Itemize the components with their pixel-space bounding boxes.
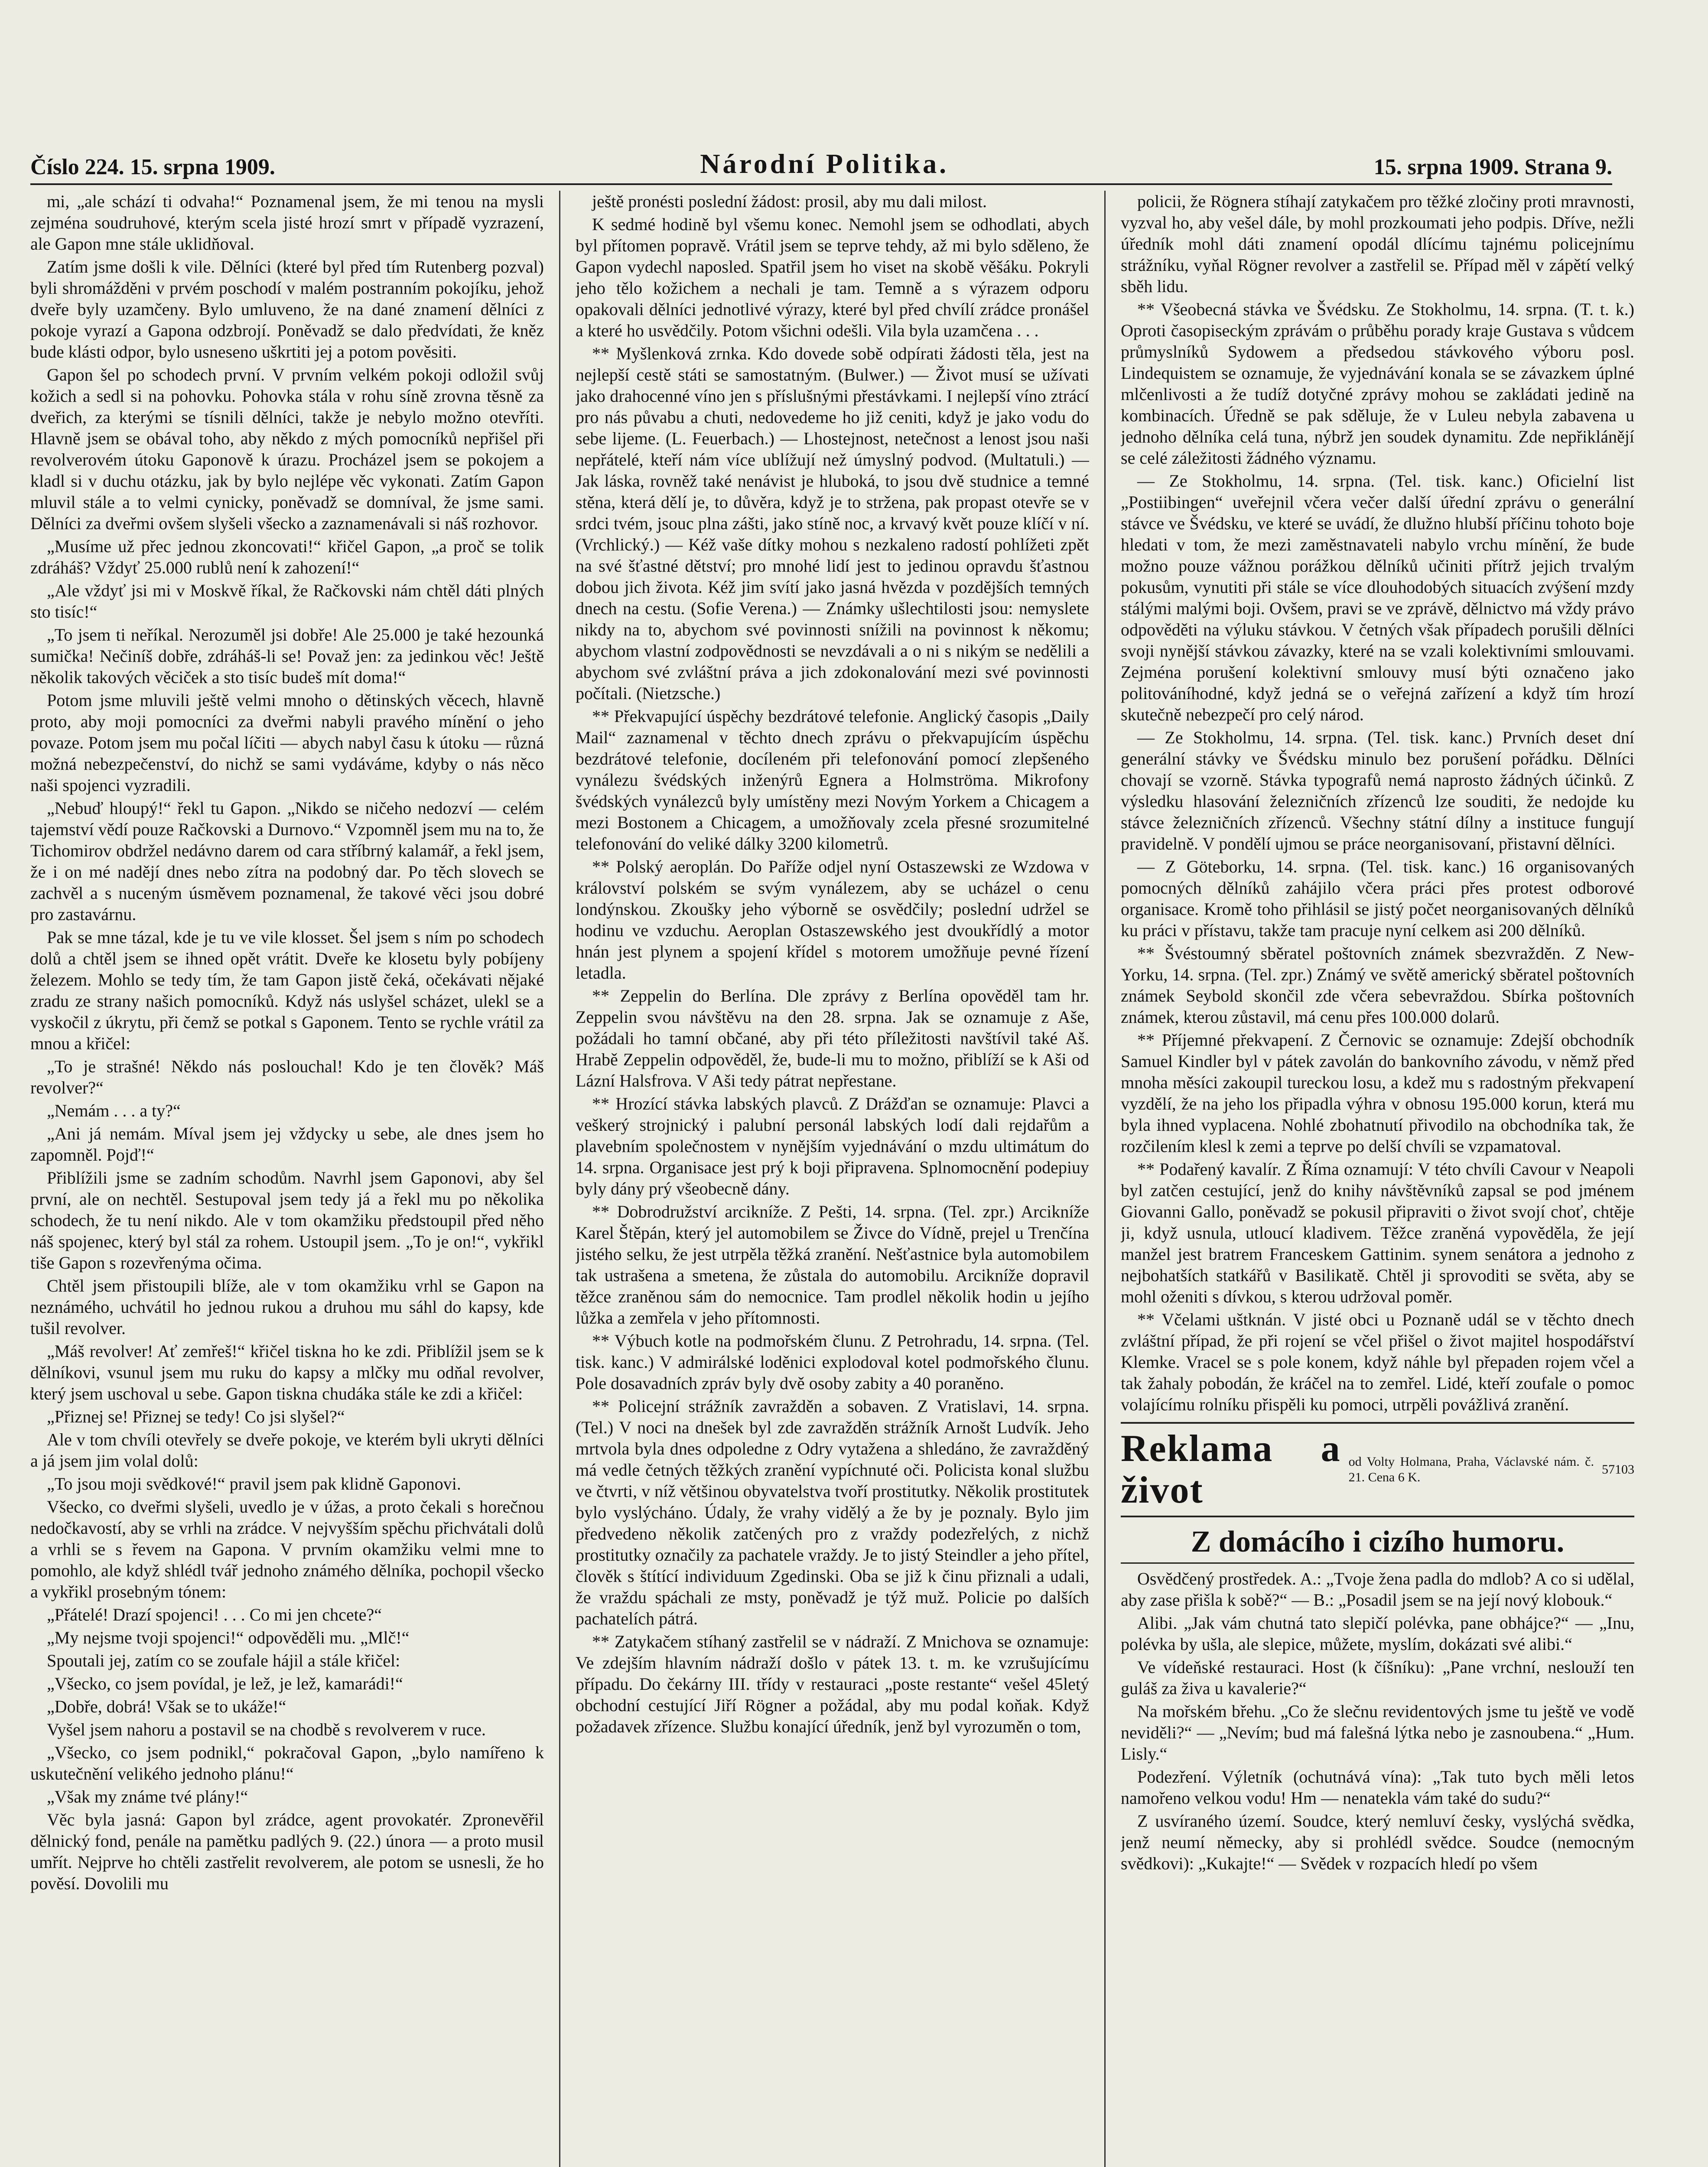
humor-item: Podezření. Výletník (ochutnává vína): „Tak tuto bych měli letos namořeno velkou vodu! Hm — nenatekla vám také do sudu?“ [1121,1767,1634,1808]
paragraph: „Všecko, co jsem povídal, je lež, je lež, kamarádi!“ [47,1674,403,1693]
paragraph: Vyšel jsem nahoru a postavil se na chodbě s revolverem v ruce. [47,1720,486,1739]
paragraph: Spoutali jej, zatím co se zoufale hájil a stále křičel: [47,1651,400,1670]
paragraph: — Ze Stokholmu, 14. srpna. (Tel. tisk. kanc.) Prvních deset dní generální stávky ve Švédsku minulo bez porušení pořádku. Dělníci chovají se vzorně. Stávka typografů nemá naprosto žádných účinků. Z výsledku hlasování železničních zřízenců lze souditi, že nedojde ku stávce železničních zřízenců. Všechny státní dílny a instituce fungují pravidelně. V pondělí ujmou se práce neorganisovaní, přistavní dělníci. [1121,728,1634,853]
ad-text: od Volty Holmana, Praha, Václavské nám. č. 21. Cena 6 K. [1348,1454,1594,1484]
humor-item: Alibi. „Jak vám chutná tato slepičí polévka, pane obhájce?“ — „Inu, polévka by ušla, ale slepice, můžete, myslím, dokázati své alibi.“ [1121,1613,1634,1654]
humor-item: Z usvíraného území. Soudce, který nemluví česky, vyslýchá svědka, jenž neumí německy, aby si prohlédl svědce. Soudce (nemocným svědkovi): „Kukajte!“ — Svědek v rozpacích hledí po všem [1121,1811,1634,1873]
paragraph: Ale v tom chvíli otevřely se dveře pokoje, ve kterém byli ukryti dělníci a já jsem jim volal dolů: [30,1430,544,1471]
paragraph: Chtěl jsem přistoupili blíže, ale v tom okamžiku vrhl se Gapon na neznámého, uchvátil ho jednou rukou a druhou mu sáhl do kapsy, kde tušil revolver. [30,1276,544,1338]
column-2 [576,191,1089,2167]
paragraph: ** Včelami uštknán. V jisté obci u Poznaně udál se v těchto dnech zvláštní případ, že při rojení se včel přišel o život majitel hospodářství Klemke. Vracel se s pole konem, když náhle byl přepaden rojem včel a tak žahaly pobodán, že kráčel na to zemřel. Lidé, kteří zoufale o pomoc volajícímu rolníku přispěli ku pomoci, utrpěli povážlivá zranění. [1121,1310,1634,1414]
humor-section-title: Z domácího i cizího humoru. [1121,1524,1634,1564]
paragraph: „Musíme už přec jednou zkoncovati!“ křičel Gapon, „a proč se tolik zdráháš? Vždyť 25.000 rublů není k zahození!“ [30,537,544,577]
issue-info: Číslo 224. 15. srpna 1909. [30,155,275,179]
paragraph: „Nebuď hloupý!“ řekl tu Gapon. „Nikdo se ničeho nedozví — celém tajemství vědí pouze Račkovski a Durnovo.“ Vzpomněl jsem mu na to, že Tichomirov obdržel nedávno darem od cara stříbrný kalamář, a řekl jsem, že i on mé nadějí dnes nebo zítra na podobný dar. Po těch slovech se zachvěl a s nuceným úsměvem poznamenal, že takové věci jsou dobré pro zastavárnu. [30,798,544,924]
ad-title: Reklama a život [1121,1428,1341,1511]
paragraph: policii, že Rögnera stíhají zatykačem pro těžké zločiny proti mravnosti, vyzval ho, aby vešel dále, by mohl prozkoumati jeho podpis. Dříve, nežli úředník mohl dáti znamení opodál dlícímu tajnému policejnímu strážníku, vyňal Rögner revolver a zastřelil se. Případ měl v zápětí velký sběh lidu. [1121,192,1634,296]
paragraph: ještě pronésti poslední žádost: prosil, aby mu dali milost. [592,192,987,211]
ad-number: 57103 [1602,1462,1634,1477]
paragraph: K sedmé hodině byl všemu konec. Nemohl jsem se odhodlati, abych byl přítomen popravě. Vrátil jsem se teprve tehdy, až mi bylo sděleno, že Gapon vydechl naposled. Spatřil jsem ho viset na skobě věšáku. Pokryli jeho tělo kožichem a nechali je tam. Temně a s výrazem odporu opakovali dělníci jednotlivé výrazy, které byl před chvílí zrádce pronášel a které ho usvědčily. Potom všichni odešli. Vila byla uzamčena . . . [576,215,1089,340]
paragraph: Přiblížili jsme se zadním schodům. Navrhl jsem Gaponovi, aby šel první, ale on nechtěl. Sestupoval jsem tedy já a řekl mu po několika schodech, že tu není nikdo. Ale v tom okamžiku předstoupil před něho náš spojenec, který byl stál za rohem. Ustoupil jsem. „To je on!“, vykřikl tiše Gapon s rozevřenýma očima. [30,1168,544,1272]
paragraph: „Přátelé! Drazí spojenci! . . . Co mi jen chcete?“ [47,1605,382,1624]
paragraph: ** Výbuch kotle na podmořském člunu. Z Petrohradu, 14. srpna. (Tel. tisk. kanc.) V admirálské loděnici explodoval kotel podmořského člunu. Pole dosavadních zpráv byly dvě osoby zabity a 40 poraněno. [576,1331,1089,1393]
humor-item: Ve vídeňské restauraci. Host (k číšníku): „Pane vrchní, neslouží ten guláš za živa u kavalerie?“ [1121,1657,1634,1698]
paragraph: Gapon šel po schodech první. V prvním velkém pokoji odložil svůj kožich a sedl si na pohovku. Pohovka stála v rohu síně zrovna těsně za dveřich, za kterými se tísnili dělníci, takže je nebylo možno otevříti. Hlavně jsem se obával toho, aby někdo z mých pomocníků nepřišel při revolverovém útoku Gaponově k úrazu. Procházel jsem se pokojem a kladl si v duchu otázku, jak by bylo nejlépe věc vykonati. Zatím Gapon mluvil stále a to velmi cynicky, poněvadž se domníval, že jsme sami. Dělníci za dveřmi ovšem slyšeli všecko a zaznamenávali si náš rozhovor. [30,365,544,533]
column-1 [30,191,544,2167]
paragraph: ** Všeobecná stávka ve Švédsku. Ze Stokholmu, 14. srpna. (T. t. k.) Oproti časopiseckým zprávám o průběhu porady kraje Gustava s vůdcem průmyslníků Sydowem a předsedou stávkového výboru posl. Lindequistem se oznamuje, že vyjednávání konala se se závazkem úplné mlčenlivosti a že tudíž dotyčné zprávy mohou se zakládati jedině na kombinacích. Úředně se pak sděluje, že v Luleu nebyla zabavena u jednoho dělníka celá tuna, nýbrž jen soudek dynamitu. Zde nepřiklánějí se celé záležitosti žádného významu. [1121,299,1634,468]
paragraph: ** Hrozící stávka labských plavců. Z Drážďan se oznamuje: Plavci a veškerý strojnický i palubní personál labských lodí dali rejdařům a plavebním společnostem v nynějším vyjednávání o mzdu ultimátum do 14. srpna. Organisace jest prý k boji připravena. Splnomocnění podepiuy byly dány prý všeobecně dány. [576,1094,1089,1198]
humor-item: Osvědčený prostředek. A.: „Tvoje žena padla do mdlob? A co si udělal, aby zase přišla k sobě?“ — B.: „Posadil jsem se na její nový klobouk.“ [1121,1569,1634,1610]
paragraph: „My nejsme tvoji spojenci!“ odpověděli mu. „Mlč!“ [47,1628,410,1647]
paragraph: ** Švéstoumný sběratel poštovních známek sbezvražděn. Z New-Yorku, 14. srpna. (Tel. zpr.) Známý ve světě americký sběratel poštovních známek Seybold skončil zde včera sebevraždou. Sbírka poštovních známek, kterou zůstavil, má cenu přes 100.000 dolarů. [1121,944,1634,1027]
paragraph: „To jsem ti neříkal. Nerozuměl jsi dobře! Ale 25.000 je také hezounká sumička! Nečiníš dobře, zdráháš-li se! Považ jen: za jedinkou věc! Ještě několik takových věciček a sto tisíc budeš mít doma!“ [30,625,544,687]
paragraph: „Však my známe tvé plány!“ [47,1787,248,1806]
paragraph: ** Policejní strážník zavražděn a sobaven. Z Vratislavi, 14. srpna. (Tel.) V noci na dnešek byl zde zavražděn strážník Arnošt Ludvík. Jeho mrtvola byla dnes odpoledne z Odry vytažena a shledáno, že zavražděný má vedle četných těžkých zranění vypíchnuté oči. Policista konal službu ve čtvrti, v níž většinou obyvatelstva tvoří prostitutky. Několik prostitutek bylo vyslýcháno. Údaly, že vrahy vidělý a že by je poznaly. Bylo jim předvedeno několik zatčených pro z vraždy podezřelých, z nichž prostitutky označily za pachatele vraždy. Je to jistý Steindler a jeho přítel, člověk s štítící individuum Zgedinski. Oba se již k činu přiznali a udali, že vraždu spáchali ze msty, poněvadž je týž muž. Policie po dalších pachatelích pátrá. [576,1396,1089,1628]
paragraph: „Ale vždyť jsi mi v Moskvě říkal, že Račkovski nám chtěl dáti plných sto tisíc!“ [30,581,544,621]
paragraph: „Máš revolver! Ať zemřeš!“ křičel tiskna ho ke zdi. Přiblížil jsem se k dělníkovi, vsunul jsem mu ruku do kapsy a mlčky mu odňal revolver, který jsem uschoval u sebe. Gapon tiskna chudáka stále ke zdi a křičel: [30,1341,544,1403]
paragraph: ** Myšlenková zrnka. Kdo dovede sobě odpírati žádosti těla, jest na nejlepší cestě státi se samostatným. (Bulwer.) — Život musí se užívati jako drahocenné víno jen s příslušnými přestávkami. I nejlepší víno ztrácí pro nás půvabu a chuti, nedovedeme ho již ceniti, když je jako vodu do sebe lijeme. (L. Feuerbach.) — Lhostejnost, netečnost a lenost jsou naši nepřátelé, kteří nám více ublížují než úmyslný podvod. (Multatuli.) — Jak láska, rovněž také nenávist je hluboká, to jsou dvě studnice a temné stěna, která dělí je, to důvěra, když je to stržena, pak propast otevře se v srdci tvém, jsouc plna zášti, jako stíně noc, a krvavý květ pouze klíčí v ní. (Vrchlický.) — Kéž vaše dítky mohou s nezkaleno radostí pohlížeti zpět na své šťastné dětství; pro mnohé lidí jest to jedinou opravdu šťastnou dobou jich života. Kéž jim svítí jako jasná hvězda v pozdějších temných dnech na cestu. (Sofie Verena.) — Známky ušlechtilosti jsou: nemyslete nikdy na to, abychom své povinnosti snížili na povinnost k někomu; abychom vlastní zodpovědnosti se nevzdávali a o ni s nikým se nedělili a abychom své zvláštní práva a jich zdokonalování mezi své povinnosti počítali. (Nietzsche.) [576,344,1089,703]
paragraph: mi, „ale schází ti odvaha!“ Poznamenal jsem, že mi tenou na mysli zejména soudruhové, kterým scela jisté hrozí smrt v případě vyzrazení, ale Gapon mne stále uklidňoval. [30,192,544,254]
humor-item: Na mořském břehu. „Co že slečnu revidentových jsme tu ještě ve vodě neviděli?“ — „Nevím; bud má falešná lýtka nebo je zasnoubena.“ „Hum. Lisly.“ [1121,1702,1634,1764]
paragraph: „Nemám . . . a ty?“ [47,1101,181,1120]
paragraph: — Z Göteborku, 14. srpna. (Tel. tisk. kanc.) 16 organisovaných pomocných dělníků zahájilo včera práci přes protest odborové organisace. Kromě toho přihlásil se jistý počet neorganisovaných dělníků ku práci v přístavu, takže tam pracuje nyní celkem asi 200 dělníků. [1121,857,1634,940]
paragraph: Všecko, co dveřmi slyšeli, uvedlo je v úžas, a proto čekali s horečnou nedočkavostí, aby se vrhli na zrádce. V nejvyšším spěchu přichvátali dolů a vrhli se s řevem na Gapona. V prvním okamžiku velmi mne to pomohlo, ale když shlédl tvář jednoho známého dělníka, pochopil všecko a vykřikl prosebným tónem: [30,1497,544,1601]
paragraph: Zatím jsme došli k vile. Dělníci (které byl před tím Rutenberg pozval) byli shromážděni v prvém poschodí v malém postranním pokojíku, jehož dveře byly uzamčeny. Bylo umluveno, že na dané znamení dělníci z pokoje vyrazí a Gapona odzbrojí. Poněvadž se dalo předvídati, že kněz bude klásti odpor, bylo usneseno uškrtiti jej a potom pověsiti. [30,257,544,361]
page-header [30,150,1612,185]
paragraph: Pak se mne tázal, kde je tu ve vile klosset. Šel jsem s ním po schodech dolů a chtěl jsem se ihned opět vrátit. Dveře ke klosetu byly pobíjeny železem. Mohlo se tedy tím, že tam Gapon jistě čeká, očekávati nějaké zradu ze strany našich pomocníků. Když nás uslyšel scházet, ulekl se a vyskočil z úkrytu, při čemž se potkal s Gaponem. Tento se rychle vrátil za mnou a křičel: [30,927,544,1053]
paragraph: „Dobře, dobrá! Však se to ukáže!“ [47,1697,286,1716]
paragraph: Věc byla jasná: Gapon byl zrádce, agent provokatér. Zpronevěřil dělnický fond, penále na pamětku padlých 9. (22.) února — a proto musil umřít. Nejprve ho chtěli zastřelit revolverem, ale potom se usnesli, že ho pověsí. Dovolili mu [30,1810,544,1893]
paragraph: ** Překvapující úspěchy bezdrátové telefonie. Anglický časopis „Daily Mail“ zaznamenal v těchto dnech zprávu o překvapujícím úspěchu bezdrátové telefonie, docíleném při telefonování pomocí zlepšeného vynálezu švédských inženýrů Egnera a Holmströma. Mikrofony švédských vynálezců byly umístěny mezi Novým Yorkem a Chicagem a mezi Bostonem a Chicagem, a umožňovaly zcela přesné srozumitelné telefonování do veliké dálky 3200 kilometrů. [576,706,1089,853]
paragraph: „Ani já nemám. Míval jsem jej vždycky u sebe, ale dnes jsem ho zapomněl. Pojď!“ [30,1124,544,1165]
paragraph: Potom jsme mluvili ještě velmi mnoho o dětinských věcech, hlavně proto, aby moji pomocníci za dveřmi nabyli pravého mínění o jeho povaze. Potom jsem mu počal líčiti — abych nabyl času k útoku — různá možná nebezpečenství, do nichž se sami vydáváme, kdyby o nás něco naši spojenci vyzradili. [30,690,544,795]
paragraph: ** Polský aeroplán. Do Paříže odjel nyní Ostaszewski ze Wzdowa v království polském se svým vynálezem, aby se ucházel o cenu londýnskou. Zkoušky jeho výborně se osvědčily; poslední udržel se hodinu ve vzduchu. Aeroplan Ostaszewského jest dvoukřídlý a motor hnán jest plynem a spojení křídel s motorem umožňuje pevné řízení letadla. [576,857,1089,983]
paragraph: ** Příjemné překvapení. Z Černovic se oznamuje: Zdejší obchodník Samuel Kindler byl v pátek zavolán do bankovního závodu, v němž před mnoha měsíci zakoupil tureckou losu, a kdež mu s radostným překvapení vyzdělí, že na jeho los připadla výhra v obnosu 195.000 korun, která mu byla ihned vyplacena. Nohlé zbohatnutí přivodilo na obchodníka tak, že rozčilením klesl k zemi a teprve po delší chvíli se vzpamatoval. [1121,1030,1634,1156]
paragraph: ** Dobrodružství arcikníže. Z Pešti, 14. srpna. (Tel. zpr.) Arcikníže Karel Štěpán, který jel automobilem se Živce do Vídně, prejel u Trenčína jistého selku, že jest utrpěla těžká zranění. Nešťastnice byla automobilem tak ustrašena a smetena, že zůstala do automobilu. Arcikníže dopravil těžce zraněnou sám do nemocnice. Tam prodlel několik hodin u jejího lůžka a zemřela v jeho přítomnosti. [576,1202,1089,1328]
paragraph: — Ze Stokholmu, 14. srpna. (Tel. tisk. kanc.) Oficielní list „Postiibingen“ uveřejnil včera večer další úřední zprávu o generální stávce ve Švédsku, ve které se uvádí, že dlužno hlubší příčinu tohoto boje hledati v tom, že mezi zaměstnavateli nabylo vrchu mínění, že bude možno pouze vážnou porážkou dělníků učiniti přítrž jejich trvalým pokusům, vynutiti při stále se více dlouhodobých situacích zvýšení mzdy stálými malými boji. Ovšem, pravi se ve zprávě, dělnictvo má vždy právo odpověděti na výluku stávkou. V četných však případech porušili dělníci svoji nynější stávkou závazky, které na se vzali kolektivními smlouvami. Zejména porušení kolektivní smlouvy musí býti označeno jako politováníhodné, když jedná se o veřejná zařízení a když tím hrozí skutečně nebezpečí pro celý národ. [1121,471,1634,724]
column-3 [1121,191,1634,2167]
date-page-info: 15. srpna 1909. Strana 9. [1373,155,1612,179]
paragraph: ** Zeppelin do Berlína. Dle zprávy z Berlína opověděl tam hr. Zeppelin svou návštěvu na den 28. srpna. Jak se oznamuje z Aše, požádali ho tamní občané, aby při této příležitosti navštívil také Aš. Hrabě Zeppelin odpověděl, že, bude-li mu to možno, přiblíží se k Aši od Lázní Halsfrova. V Aši tedy pátrat nepřestane. [576,986,1089,1090]
paragraph: „To jsou moji svědkové!“ pravil jsem pak klidně Gaponovi. [47,1474,461,1493]
paragraph: ** Podařený kavalír. Z Říma oznamují: V této chvíli Cavour v Neapoli byl zatčen cestující, jenž do knihy návštěvníků zapsal se pod jménem Giovanni Gallo, poněvadž se pokusil připraviti o život svojí choť, chtěje ji, když usnula, utloucí kladivem. Těžce zraněná vypověděla, že její manžel jest bratrem Franceskem Gattinim. synem senátora a jednoho z nejbohatších statkářů v Basilikatě. Chtěl ji sprovoditi se světa, aby se mohl oženiti s dívkou, s kterou udržoval poměr. [1121,1159,1634,1306]
paragraph: „Přiznej se! Přiznej se tedy! Co jsi slyšel?“ [47,1407,345,1426]
newspaper-title: Národní Politika. [700,148,949,179]
article-columns [30,191,1634,2167]
paragraph: „To je strašné! Někdo nás poslouchal! Kdo je ten člověk? Máš revolver?“ [30,1057,544,1097]
advertisement [1121,1422,1634,1517]
paragraph: ** Zatykačem stíhaný zastřelil se v nádraží. Z Mnichova se oznamuje: Ve zdejším hlavním nádraží došlo v pátek 13. t. m. ke vzrušujícímu případu. Do čekárny III. třídy v restauraci „poste restante“ vešel 45letý obchodní cestující Jiří Rögner a požádal, aby mu podal koňak. Když požadavek zřízence. Službu konající úředník, jenž byl vyrozuměn o tom, [576,1632,1089,1736]
paragraph: „Všecko, co jsem podnikl,“ pokračoval Gapon, „bylo namířeno k uskutečnění velikého jednoho plánu!“ [30,1743,544,1783]
